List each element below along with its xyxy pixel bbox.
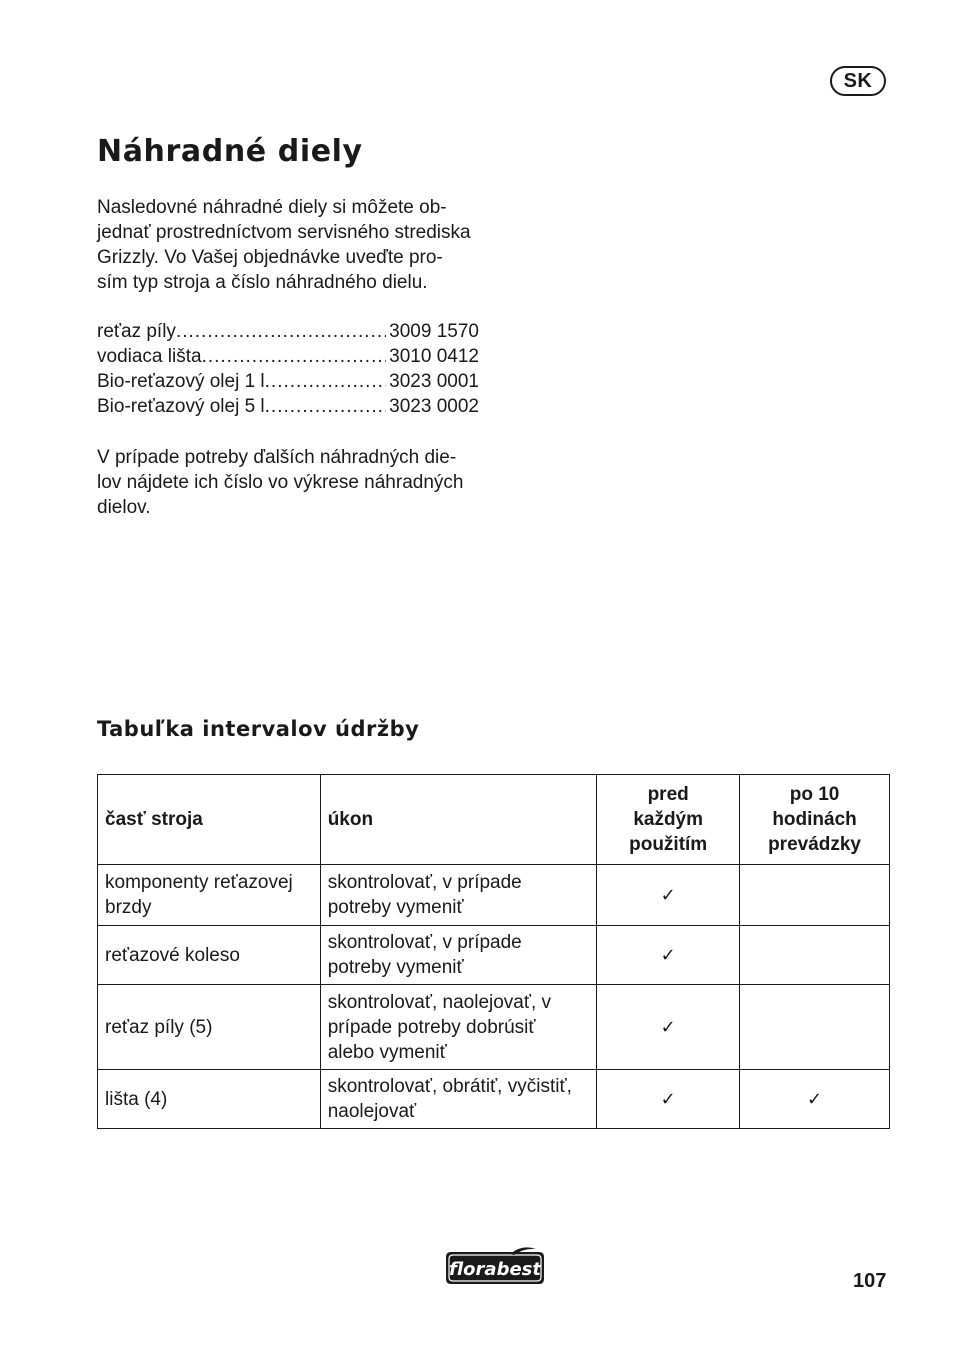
language-badge: SK [830, 66, 886, 96]
cell-action: skontrolovať, obrátiť, vyčistiť, naolejovať [320, 1070, 597, 1129]
part-name: reťaz píly [97, 321, 176, 342]
cell-after-10-hours [740, 1070, 890, 1129]
cell-after-10-hours [740, 926, 890, 985]
maintenance-table [97, 774, 890, 1129]
header-part: časť stroja [98, 775, 321, 865]
part-row [97, 394, 479, 419]
check-icon: ✓ [807, 1088, 823, 1110]
outro-line: dielov. [97, 497, 151, 518]
table-row [98, 865, 890, 926]
part-name: vodiaca lišta [97, 346, 202, 367]
part-row [97, 369, 479, 394]
table-row [98, 1070, 890, 1129]
part-row [97, 319, 479, 344]
cell-action: skontrolovať, v prípade potreby vymeniť [320, 926, 597, 985]
cell-part: reťaz píly (5) [98, 985, 321, 1070]
svg-text:florabest: florabest [449, 1259, 541, 1280]
table-title: Tabuľka intervalov údržby [97, 717, 420, 741]
table-header-row [98, 775, 890, 865]
part-number: 3010 0412 [389, 346, 479, 367]
check-icon: ✓ [660, 1016, 676, 1038]
outro-paragraph [97, 445, 497, 520]
florabest-logo [440, 1246, 550, 1288]
intro-line: jednať prostredníctvom servisného strediska [97, 222, 471, 243]
header-before-each-use: pred každým použitím [597, 775, 740, 865]
part-number: 3023 0001 [389, 371, 479, 392]
intro-paragraph [97, 195, 497, 295]
table-row [98, 985, 890, 1070]
cell-action: skontrolovať, v prípade potreby vymeniť [320, 865, 597, 926]
cell-part: lišta (4) [98, 1070, 321, 1129]
header-action: úkon [320, 775, 597, 865]
cell-before-each-use [597, 865, 740, 926]
part-number: 3023 0002 [389, 396, 479, 417]
part-name: Bio-reťazový olej 5 l [97, 396, 265, 417]
cell-part: reťazové koleso [98, 926, 321, 985]
cell-after-10-hours [740, 865, 890, 926]
cell-action: skontrolovať, naolejovať, v prípade potreby dobrúsiť alebo vymeniť [320, 985, 597, 1070]
header-after-10-hours: po 10 hodinách prevádzky [740, 775, 890, 865]
leader-dots [176, 319, 386, 344]
cell-before-each-use [597, 1070, 740, 1129]
cell-before-each-use [597, 926, 740, 985]
check-icon: ✓ [660, 884, 676, 906]
intro-line: Nasledovné náhradné diely si môžete ob- [97, 197, 447, 218]
section-title: Náhradné diely [97, 134, 363, 169]
page-number: 107 [853, 1270, 887, 1292]
check-icon: ✓ [660, 944, 676, 966]
leader-dots [265, 394, 387, 419]
part-number: 3009 1570 [389, 321, 479, 342]
outro-line: lov nájdete ich číslo vo výkrese náhradných [97, 472, 464, 493]
intro-line: Grizzly. Vo Vašej objednávke uveďte pro- [97, 247, 443, 268]
check-icon: ✓ [660, 1088, 676, 1110]
cell-before-each-use [597, 985, 740, 1070]
leader-dots [202, 344, 387, 369]
outro-line: V prípade potreby ďalších náhradných die- [97, 447, 457, 468]
leader-dots [265, 369, 387, 394]
part-name: Bio-reťazový olej 1 l [97, 371, 265, 392]
part-row [97, 344, 479, 369]
cell-part: komponenty reťazovej brzdy [98, 865, 321, 926]
cell-after-10-hours [740, 985, 890, 1070]
intro-line: sím typ stroja a číslo náhradného dielu. [97, 272, 428, 293]
table-row [98, 926, 890, 985]
parts-list [97, 319, 479, 419]
